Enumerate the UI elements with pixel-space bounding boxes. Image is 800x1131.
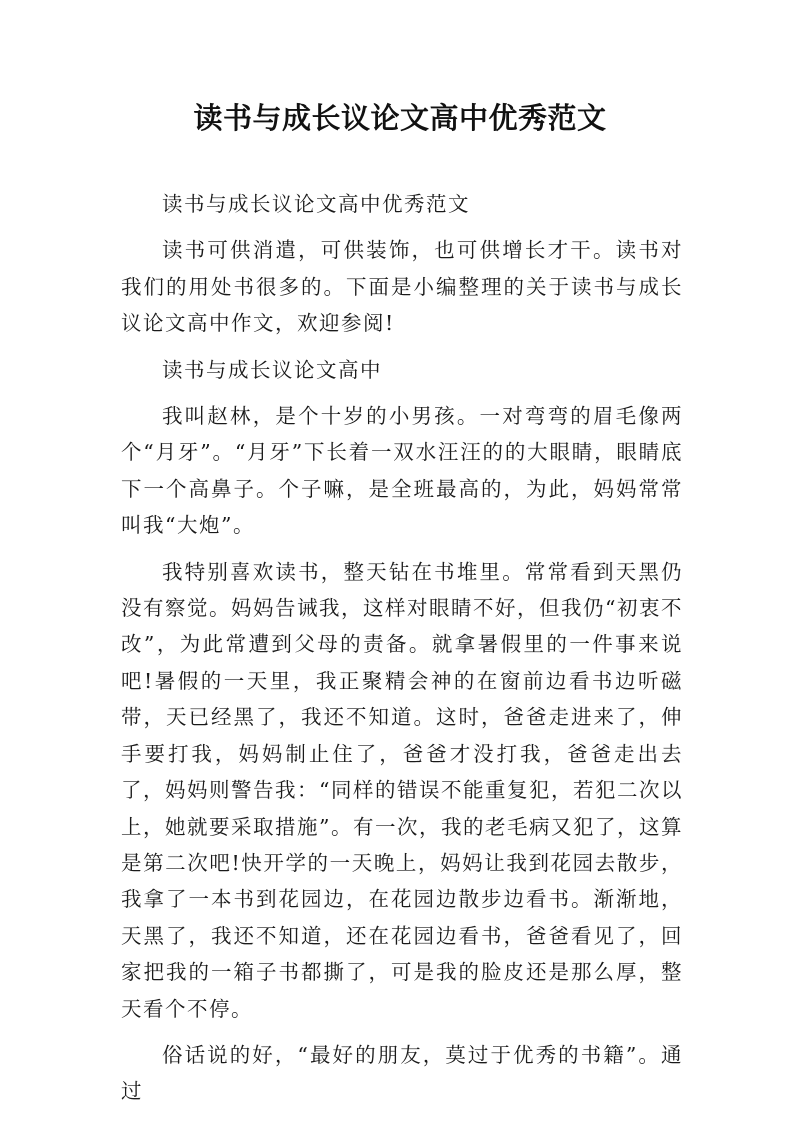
document-title: 读书与成长议论文高中优秀范文 bbox=[193, 101, 607, 135]
paragraph-section-heading: 读书与成长议论文高中 bbox=[162, 357, 382, 382]
paragraph-subtitle: 读书与成长议论文高中优秀范文 bbox=[162, 192, 470, 216]
paragraph-proverb: 俗话说的好，“最好的朋友，莫过于优秀的书籍”。通过 bbox=[121, 1042, 683, 1104]
paragraph-intro: 读书可供消遣，可供装饰，也可供增长才干。读书对我们的用处书很多的。下面是小编整理的关于读书与成长议论文高中作文，欢迎参阅! bbox=[121, 238, 683, 336]
paragraph-self-description: 我叫赵林，是个十岁的小男孩。一对弯弯的眉毛像两个“月牙”。“月牙”下长着一双水汪汪的的大眼睛，眼睛底下一个高鼻子。个子嘛，是全班最高的，为此，妈妈常常叫我“大炮”。 bbox=[121, 404, 683, 538]
document-body bbox=[121, 186, 683, 1120]
paragraph-reading-story: 我特别喜欢读书，整天钻在书堆里。常常看到天黑仍没有察觉。妈妈告诫我，这样对眼睛不好，但我仍“初衷不改”，为此常遭到父母的责备。就拿暑假里的一件事来说吧!暑假的一天里，我正聚精会神的在窗前边看书边听磁带，天已经黑了，我还不知道。这时，爸爸走进来了，伸手要打我，妈妈制止住了，爸爸才没打我，爸爸走出去了，妈妈则警告我：“同样的错误不能重复犯，若犯二次以上，她就要采取措施”。有一次，我的老毛病又犯了，这算是第二次吧!快开学的一天晚上，妈妈让我到花园去散步，我拿了一本书到花园边，在花园边散步边看书。渐渐地，天黑了，我还不知道，还在花园边看书，爸爸看见了，回家把我的一箱子书都撕了，可是我的脸皮还是那么厚，整天看个不停。 bbox=[121, 559, 683, 1021]
